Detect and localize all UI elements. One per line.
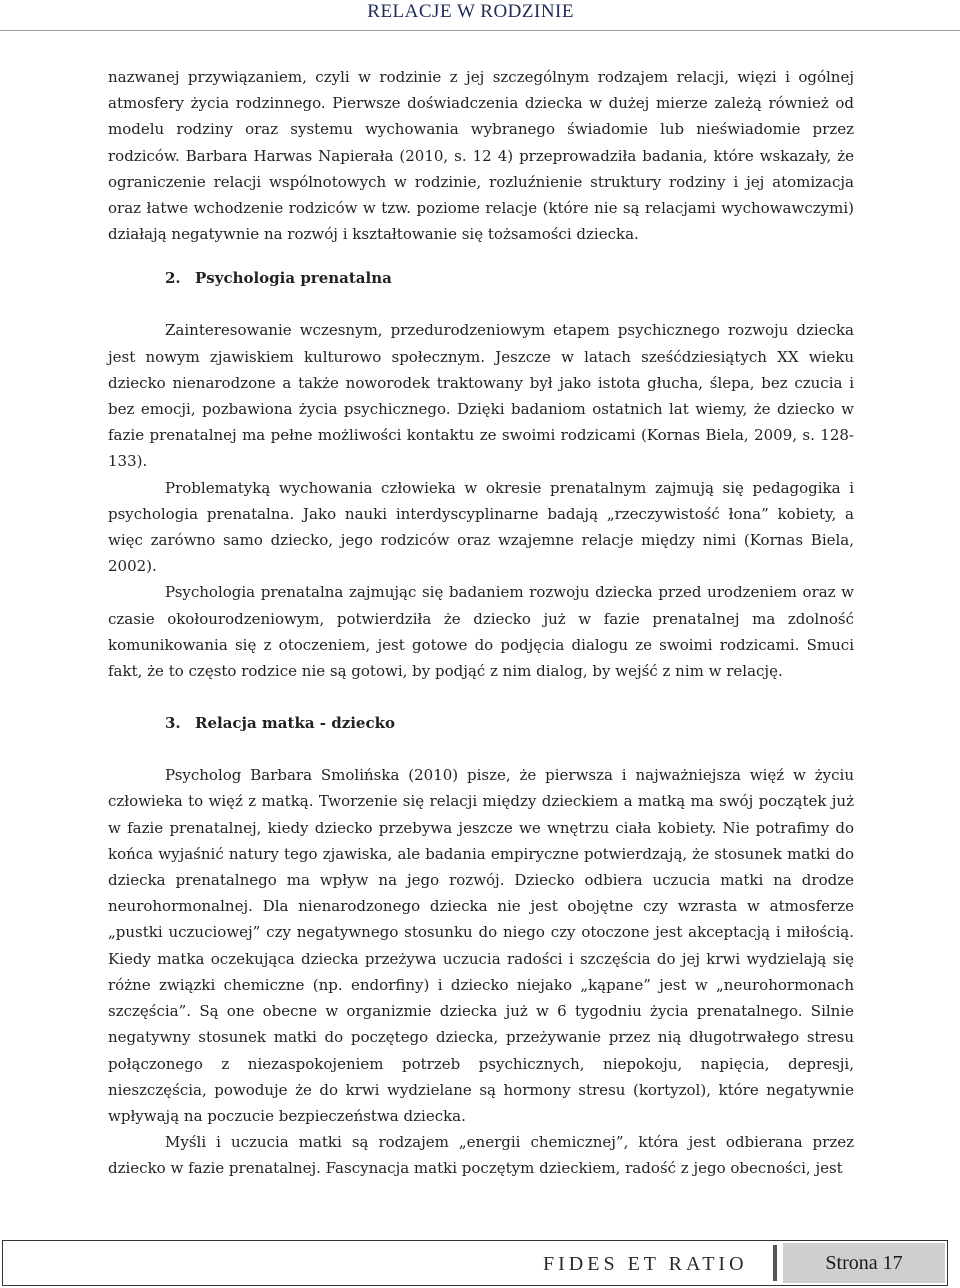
footer-divider bbox=[773, 1245, 777, 1281]
page-number: Strona 17 bbox=[783, 1243, 945, 1283]
page-header bbox=[0, 0, 960, 31]
paragraph: Zainteresowanie wczesnym, przedurodzeniowym etapem psychicznego rozwoju dziecka jest nowym zjawiskiem kulturowo społecznym. Jeszcze w latach sześćdziesiątych XX wieku dziecko nienarodzone a także noworodek traktowany był jako istota głucha, ślepa, bez czucia i bez emocji, pozbawiona życia psychicznego. Dzięki badaniom ostatnich lat wiemy, że dziecko w fazie prenatalnej ma pełne możliwości kontaktu ze swoimi rodzicami (Kornas Biela, 2009, s. 128-133). bbox=[108, 321, 854, 471]
paragraph: Psychologia prenatalna zajmując się badaniem rozwoju dziecka przed urodzeniem oraz w czasie okołourodzeniowym, potwierdziła że dziecko już w fazie prenatalnej ma zdolność komunikowania się z otoczeniem, jest gotowe do podjęcia dialogu ze swoimi rodzicami. Smuci fakt, że to często rodzice nie są gotowi, by podjąć z nim dialog, by wejść z nim w relację. bbox=[108, 583, 854, 681]
journal-brand: FIDES ET RATIO bbox=[543, 1253, 748, 1275]
section-heading bbox=[108, 265, 854, 291]
page-footer bbox=[2, 1240, 948, 1286]
running-title: RELACJE W RODZINIE bbox=[367, 1, 574, 22]
page-content bbox=[108, 64, 854, 1182]
section-heading bbox=[108, 710, 854, 736]
paragraph: Myśli i uczucia matki są rodzajem „energii chemicznej”, która jest odbierana przez dziecko w fazie prenatalnej. Fascynacja matki poczętym dzieckiem, radość z jego obecności, jest bbox=[108, 1133, 854, 1178]
section-title: Psychologia prenatalna bbox=[195, 269, 392, 288]
paragraph: nazwanej przywiązaniem, czyli w rodzinie z jej szczególnym rodzajem relacji, więzi i ogólnej atmosfery życia rodzinnego. Pierwsze doświadczenia dziecka w dużej mierze zależą również od modelu rodziny oraz systemu wychowania wybranego świadomie lub nieświadomie przez rodziców. Barbara Harwas Napierała (2010, s. 12 4) przeprowadziła badania, które wskazały, że ograniczenie relacji wspólnotowych w rodzinie, rozluźnienie struktury rodziny i jej atomizacja oraz łatwe wchodzenie rodziców w tzw. poziome relacje (które nie są relacjami wychowawczymi) działają negatywnie na rozwój i kształtowanie się tożsamości dziecka. bbox=[108, 68, 854, 244]
paragraph: Psycholog Barbara Smolińska (2010) pisze, że pierwsza i najważniejsza więź w życiu człowieka to więź z matką. Tworzenie się relacji między dzieckiem a matką ma swój początek już w fazie prenatalnej, kiedy dziecko przebywa jeszcze we wnętrzu ciała kobiety. Nie potrafimy do końca wyjaśnić natury tego zjawiska, ale badania empiryczne potwierdzają, że stosunek matki do dziecka prenatalnego ma wpływ na jego rozwój. Dziecko odbiera uczucia matki na drodze neurohormonalnej. Dla nienarodzonego dziecka nie jest obojętne czy wzrasta w atmosferze „pustki uczuciowej” czy negatywnego stosunku do niego czy otoczone jest akceptacją i miłością. Kiedy matka oczekująca dziecka przeżywa uczucia radości i szczęścia do jej krwi wydzielają się różne związki chemiczne (np. endorfiny) i dziecko niejako „kąpane” jest w „neurohormonach szczęścia”. Są one obecne w organizmie dziecka już w 6 tygodniu życia prenatalnego. Silnie negatywny stosunek matki do poczętego dziecka, przeżywanie przez nią długotrwałego stresu połączonego z niezaspokojeniem potrzeb psychicznych, niepokoju, napięcia, depresji, nieszczęścia, powoduje że do krwi wydzielane są hormony stresu (kortyzol), które negatywnie wpływają na poczucie bezpieczeństwa dziecka. bbox=[108, 766, 854, 1125]
paragraph: Problematyką wychowania człowieka w okresie prenatalnym zajmują się pedagogika i psychologia prenatalna. Jako nauki interdyscyplinarne badają „rzeczywistość łona” kobiety, a więc zarówno samo dziecko, jego rodziców oraz wzajemne relacje między nimi (Kornas Biela, 2002). bbox=[108, 478, 854, 576]
section-number: 2. bbox=[165, 269, 181, 288]
section-number: 3. bbox=[165, 714, 181, 733]
section-title: Relacja matka - dziecko bbox=[195, 714, 396, 733]
